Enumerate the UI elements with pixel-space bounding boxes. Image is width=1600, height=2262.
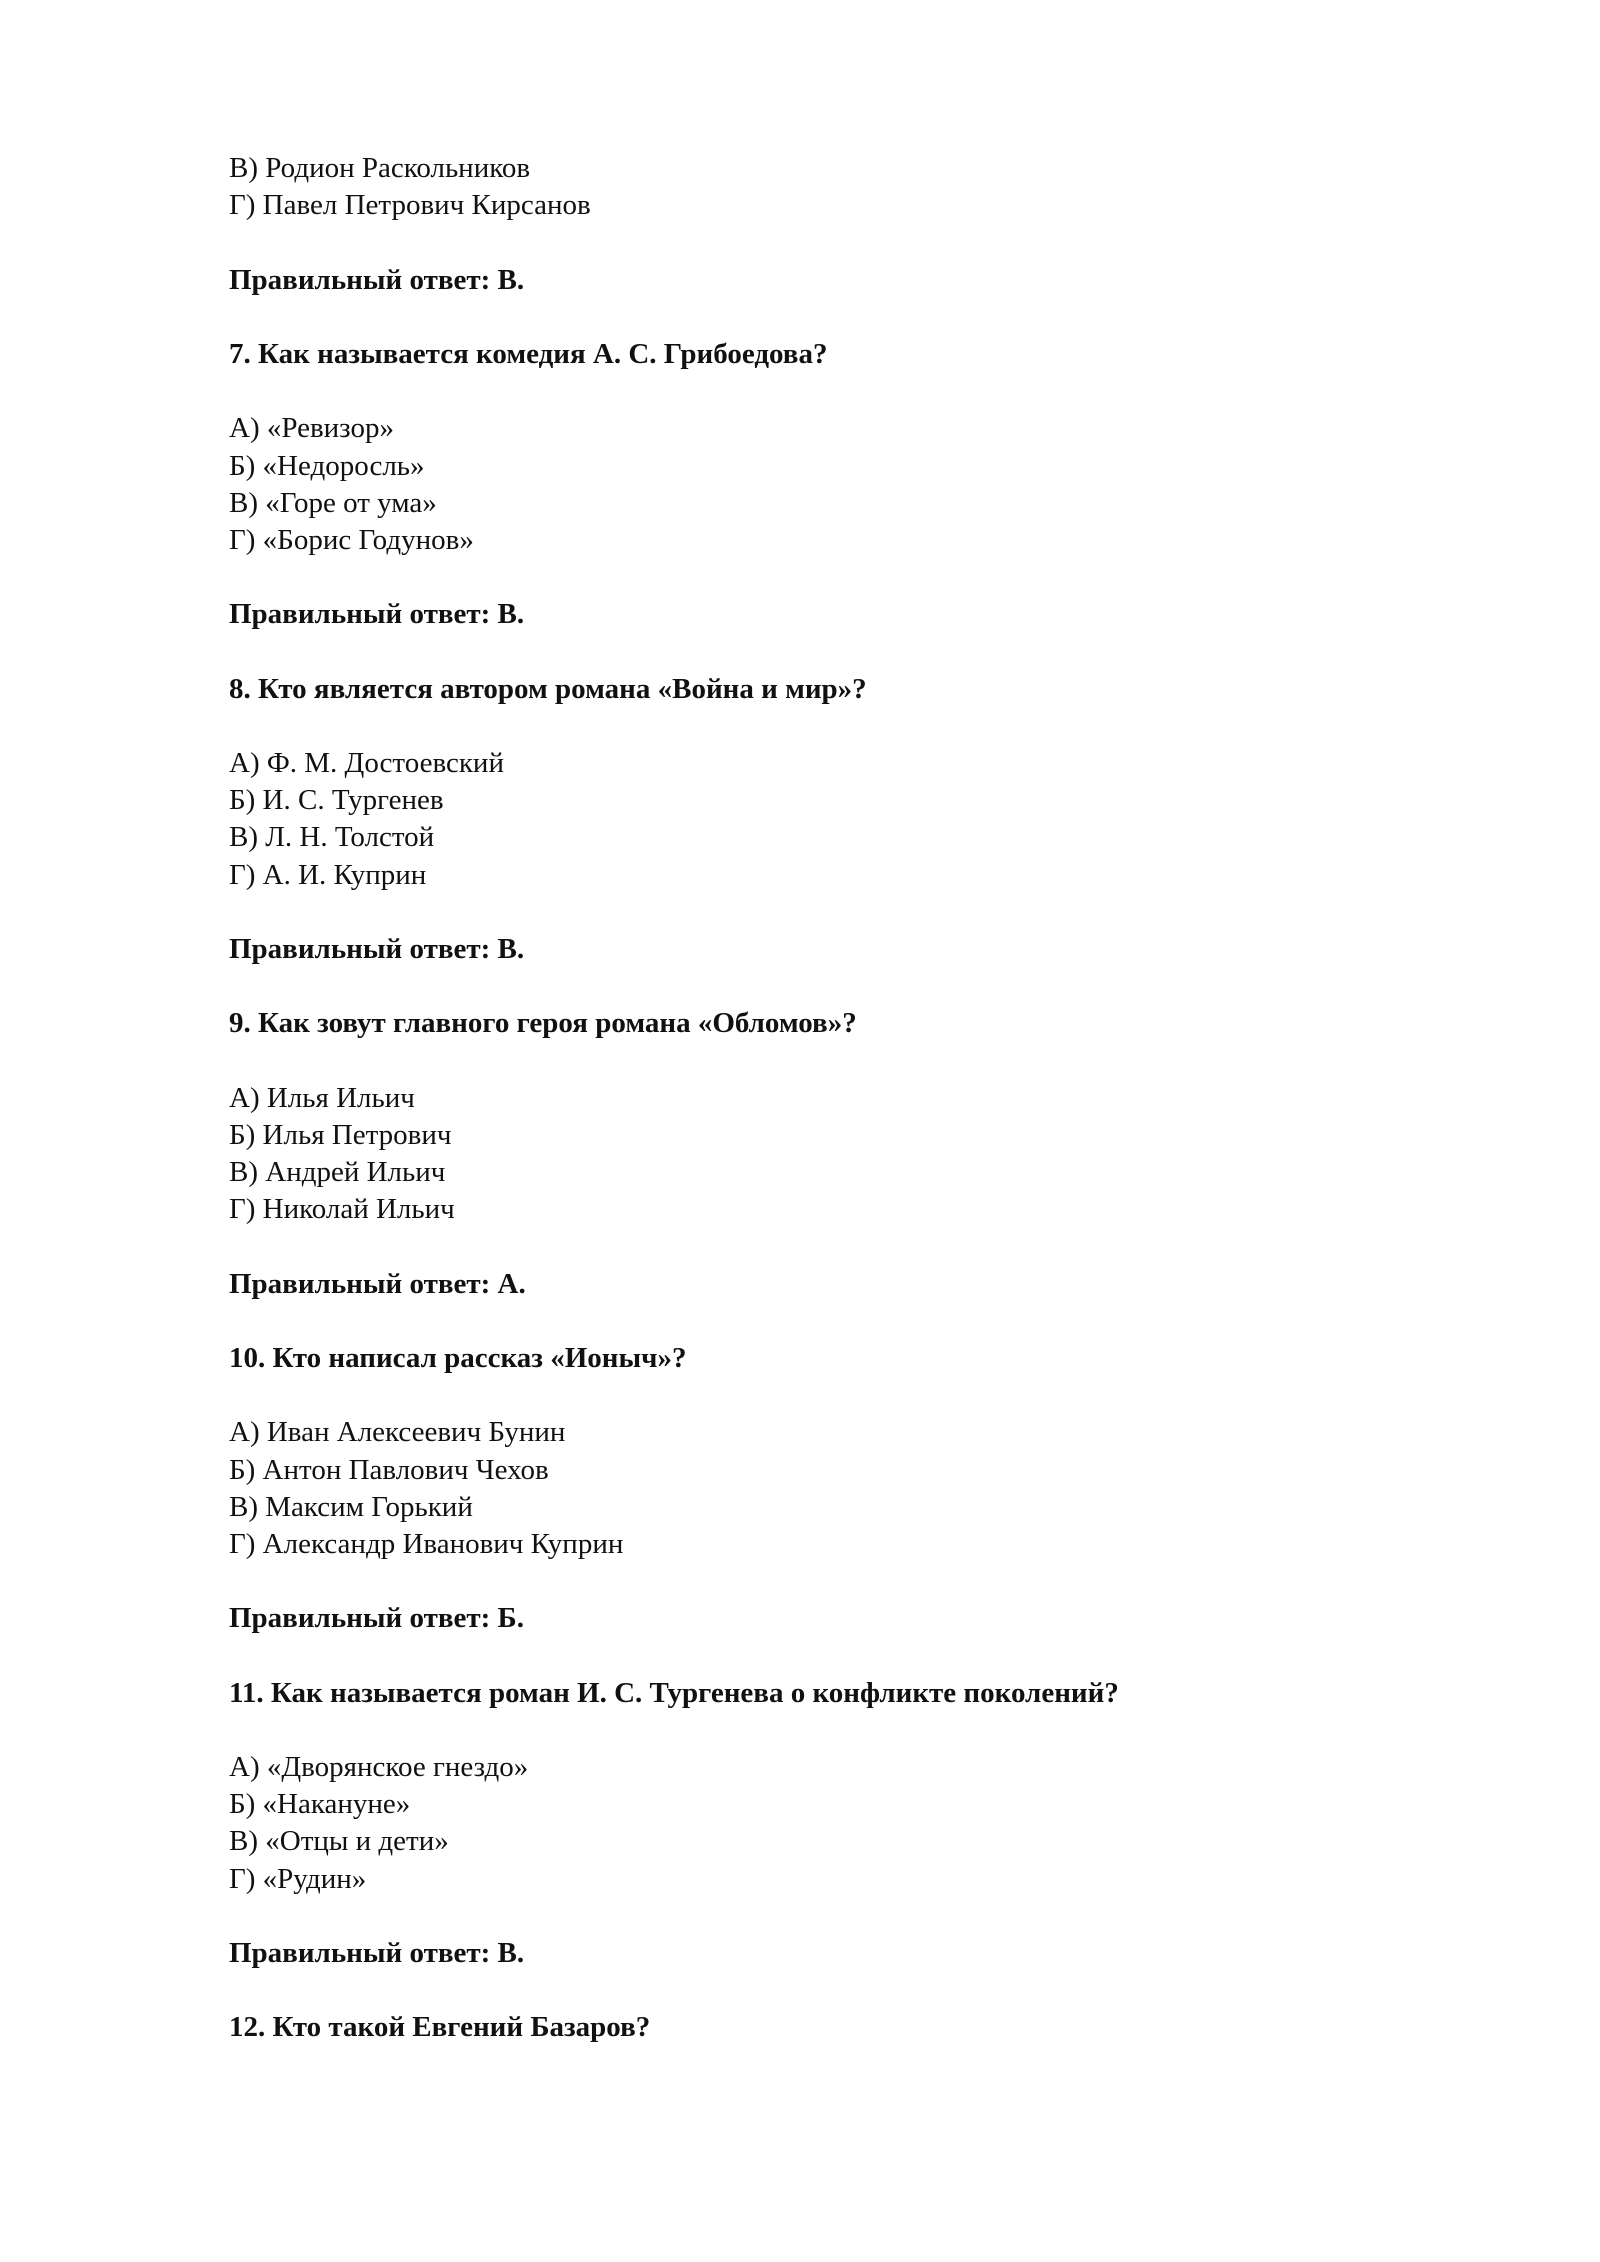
question-6-tail	[229, 150, 1529, 336]
answer-option: Г) Александр Иванович Куприн	[229, 1527, 624, 1560]
answer-option: А) «Дворянское гнездо»	[229, 1751, 529, 1784]
question-title: 11. Как называется роман И. С. Тургенева о конфликте поколений?	[229, 1676, 1119, 1709]
answer-option: Б) «Накануне»	[229, 1788, 411, 1821]
question-block-11	[229, 1675, 1529, 2010]
question-block-12	[229, 2009, 1529, 2046]
question-title: 12. Кто такой Евгений Базаров?	[229, 2011, 651, 2044]
correct-answer: Правильный ответ: В.	[229, 932, 525, 965]
correct-answer: Правильный ответ: В.	[229, 263, 525, 296]
correct-answer: Правильный ответ: Б.	[229, 1602, 524, 1635]
answer-option: В) Андрей Ильич	[229, 1156, 446, 1189]
answer-option: Г) «Борис Годунов»	[229, 523, 474, 556]
question-block-9	[229, 1005, 1529, 1340]
answer-option: А) Илья Ильич	[229, 1081, 415, 1114]
answer-option: А) «Ревизор»	[229, 412, 394, 445]
question-title: 7. Как называется комедия А. С. Грибоедова?	[229, 337, 828, 370]
answer-option: А) Иван Алексеевич Бунин	[229, 1416, 566, 1449]
answer-option: В) Л. Н. Толстой	[229, 821, 435, 854]
answer-option: Г) Павел Петрович Кирсанов	[229, 189, 591, 222]
answer-option: Г) «Рудин»	[229, 1862, 367, 1895]
question-title: 9. Как зовут главного героя романа «Обломов»?	[229, 1007, 857, 1040]
correct-answer: Правильный ответ: В.	[229, 1937, 525, 1969]
answer-option: Г) Николай Ильич	[229, 1193, 455, 1226]
answer-option: Б) Илья Петрович	[229, 1118, 452, 1151]
answer-option: Г) А. И. Куприн	[229, 858, 427, 891]
question-block-7	[229, 336, 1529, 671]
question-title: 10. Кто написал рассказ «Ионыч»?	[229, 1342, 687, 1374]
answer-option: Б) «Недоросль»	[229, 449, 425, 482]
answer-option: В) Родион Раскольников	[229, 152, 531, 184]
question-block-8	[229, 671, 1529, 1006]
correct-answer: Правильный ответ: А.	[229, 1267, 526, 1300]
question-title: 8. Кто является автором романа «Война и мир»?	[229, 672, 867, 705]
answer-option: Б) Антон Павлович Чехов	[229, 1453, 549, 1486]
question-block-10	[229, 1340, 1529, 1675]
answer-option: В) «Горе от ума»	[229, 486, 437, 519]
answer-option: В) Максим Горький	[229, 1490, 473, 1523]
document-page	[229, 150, 1529, 2047]
answer-option: А) Ф. М. Достоевский	[229, 747, 504, 779]
correct-answer: Правильный ответ: В.	[229, 598, 525, 631]
answer-option: Б) И. С. Тургенев	[229, 784, 444, 817]
answer-option: В) «Отцы и дети»	[229, 1825, 449, 1858]
